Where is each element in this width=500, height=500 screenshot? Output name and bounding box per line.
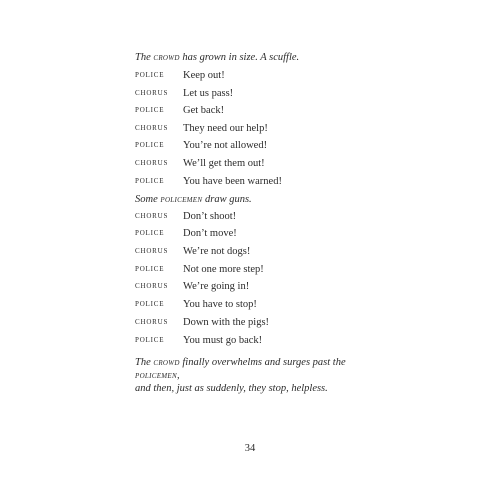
speaker-name: chorus: [135, 281, 169, 291]
dialogue-text: We’ll get them out!: [183, 158, 265, 169]
dialogue-text: You must go back!: [183, 335, 263, 346]
speaker-name: chorus: [135, 211, 169, 221]
dialogue-text: We’re not dogs!: [183, 246, 251, 257]
speaker-name: police: [135, 264, 165, 274]
speaker-name: police: [135, 105, 165, 115]
dialogue-text: You have to stop!: [183, 299, 257, 310]
speaker-name: chorus: [135, 88, 169, 98]
dialogue-text: Not one more step!: [183, 264, 264, 275]
dialogue-text: You have been warned!: [183, 176, 282, 187]
stage-direction-scuffle: [135, 51, 385, 64]
dialogue-text: Down with the pigs!: [183, 317, 270, 328]
stage-direction-surge: [135, 356, 385, 395]
speaker-name: chorus: [135, 158, 169, 168]
dialogue-text: They need our help!: [183, 123, 268, 134]
speaker-name: chorus: [135, 123, 169, 133]
speaker-name: police: [135, 335, 165, 345]
dialogue-text: Let us pass!: [183, 88, 234, 99]
speaker-name: police: [135, 228, 165, 238]
speaker-name: chorus: [135, 246, 169, 256]
stage-text: and then, just as suddenly, they stop, helpless.: [135, 383, 328, 394]
stage-text: The: [135, 52, 154, 63]
dialogue-text: Keep out!: [183, 70, 225, 81]
stage-direction-guns: [135, 193, 385, 206]
speaker-name: chorus: [135, 317, 169, 327]
speaker-name: police: [135, 176, 165, 186]
dialogue-text: We’re going in!: [183, 281, 250, 292]
dialogue-text: Don’t shoot!: [183, 211, 237, 222]
page-number: 34: [244, 443, 256, 454]
speaker-name: police: [135, 70, 165, 80]
stage-text: draw guns.: [202, 194, 252, 205]
stage-text: finally overwhelms and surges past the: [179, 357, 346, 368]
dialogue-text: Don’t move!: [183, 228, 237, 239]
dialogue-text: Get back!: [183, 105, 225, 116]
speaker-name: police: [135, 299, 165, 309]
speaker-name: police: [135, 140, 165, 150]
stage-text: The: [135, 357, 154, 368]
stage-character-name: crowd: [153, 357, 180, 368]
stage-character-name: policemen: [135, 370, 177, 381]
dialogue-text: You’re not allowed!: [183, 140, 268, 151]
stage-text: Some: [135, 194, 161, 205]
stage-character-name: crowd: [153, 52, 180, 63]
stage-text: ,: [176, 370, 180, 381]
stage-text: has grown in size. A scuffle.: [179, 52, 300, 63]
stage-character-name: policemen: [160, 194, 203, 205]
